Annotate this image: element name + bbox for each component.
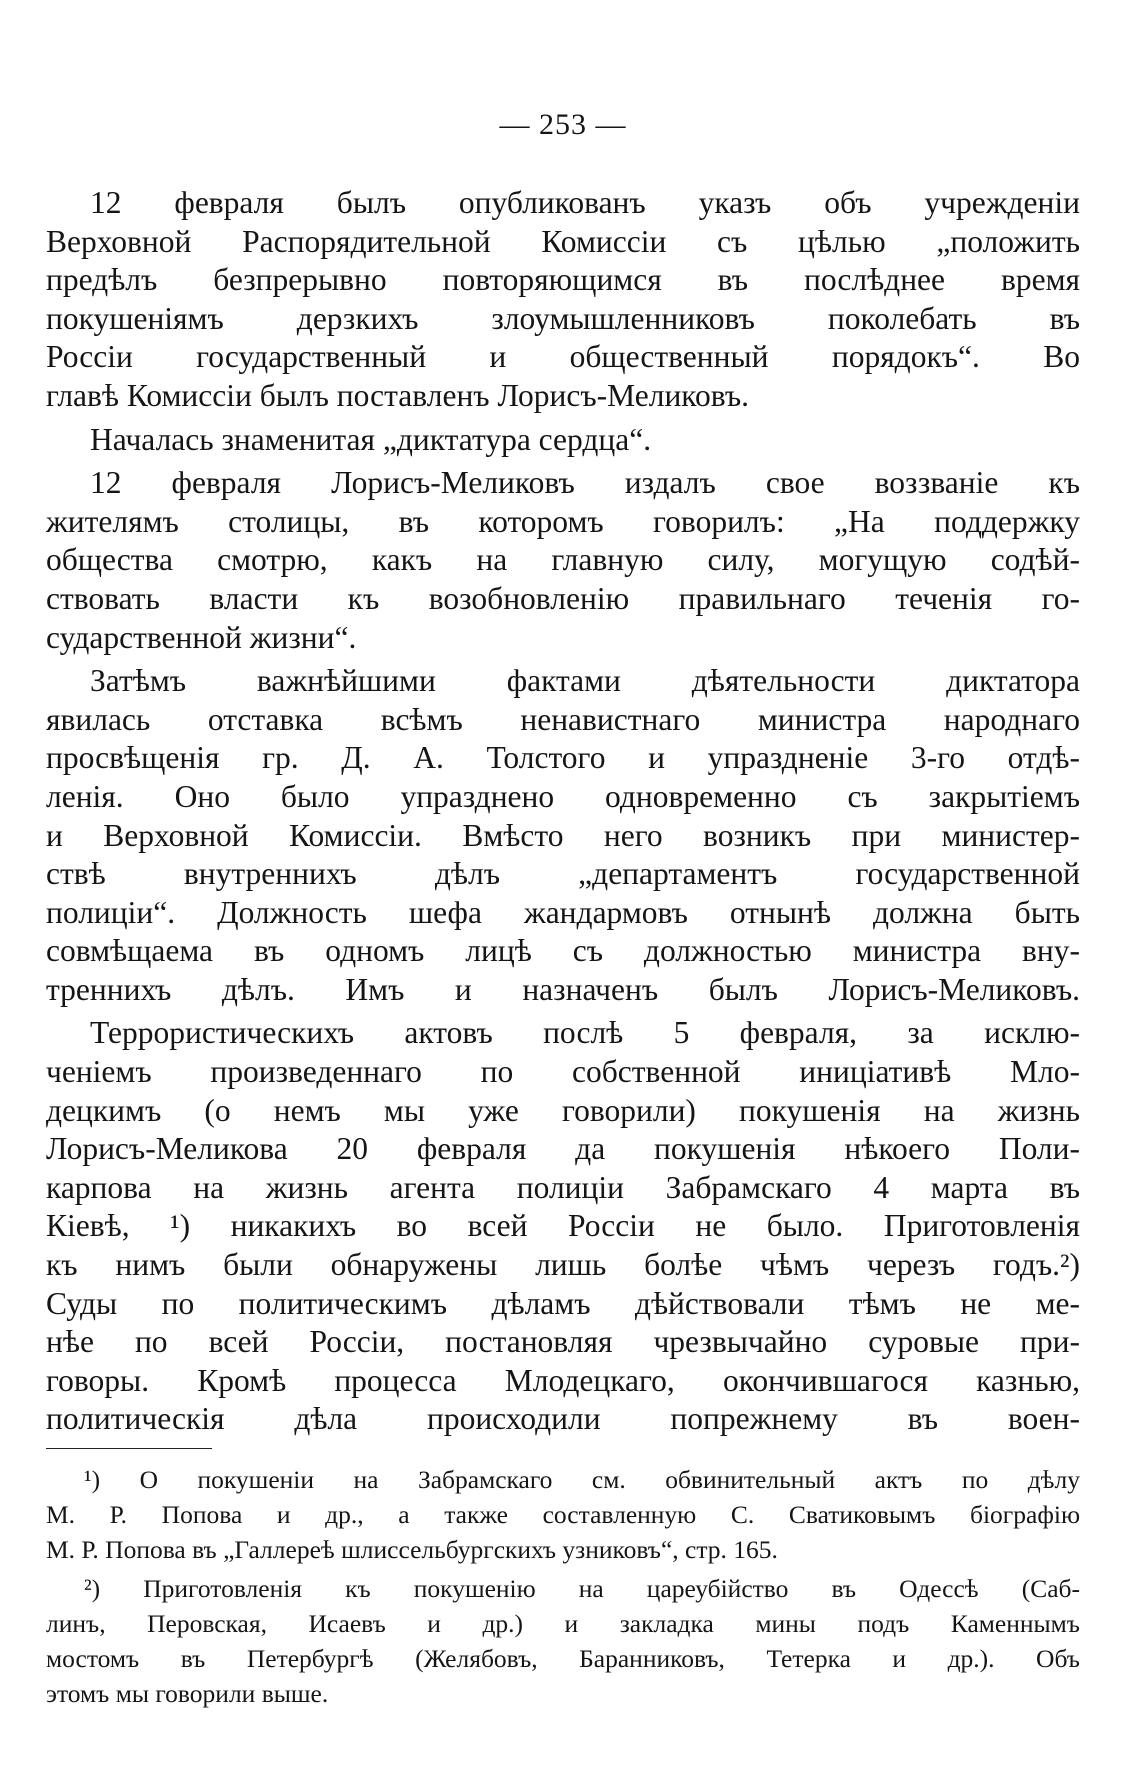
text-line: совмѣщаема въ одномъ лицѣ съ должностью министра вну-: [46, 933, 1080, 969]
text-line: главѣ Комиссіи былъ поставленъ Лорисъ-Меликовъ.: [46, 377, 750, 413]
footnote-line: линъ, Перовская, Исаевъ и др.) и закладка мины подъ Каменнымъ: [46, 1609, 1080, 1638]
footnote-line: М. Р. Попова и др., а также составленную С. Сватиковымъ біографію: [46, 1500, 1080, 1529]
footnote-line: ¹) О покушеніи на Забрамскаго см. обвинительный актъ по дѣлу: [84, 1465, 1080, 1494]
text-line: ствовать власти къ возобновленію правильнаго теченія го-: [46, 580, 1080, 616]
text-line: Затѣмъ важнѣйшими фактами дѣятельности диктатора: [90, 663, 1080, 699]
text-line: 12 февраля Лорисъ-Меликовъ издалъ свое воззваніе къ: [90, 465, 1080, 501]
text-line: покушеніямъ дерзкихъ злоумышленниковъ поколебать въ: [46, 300, 1080, 336]
text-line: явилась отставка всѣмъ ненавистнаго министра народнаго: [46, 701, 1080, 737]
footnote: [46, 1462, 1080, 1567]
text-line: Кіевѣ, ¹) никакихъ во всей Россіи не было. Приготовленія: [46, 1208, 1080, 1244]
paragraph: [46, 421, 1080, 460]
text-line: жителямъ столицы, въ которомъ говорилъ: „На поддержку: [46, 503, 1080, 539]
text-line: Лорисъ-Меликова 20 февраля да покушенія нѣкоего Поли-: [46, 1131, 1080, 1167]
text-line: къ нимъ были обнаружены лишь болѣе чѣмъ черезъ годъ.²): [46, 1247, 1080, 1283]
footnote-line: М. Р. Попова въ „Галлереѣ шлиссельбургскихъ узниковъ“, стр. 165.: [46, 1535, 778, 1564]
paragraph: [46, 464, 1080, 657]
footnote: [46, 1571, 1080, 1711]
footnote-line: этомъ мы говорили выше.: [46, 1679, 329, 1708]
footnote-line: мостомъ въ Петербургѣ (Желябовъ, Баранниковъ, Тетерка и др.). Объ: [46, 1644, 1080, 1673]
text-line: Верховной Распорядительной Комиссіи съ цѣлью „положить: [46, 223, 1080, 259]
text-line: сударственной жизни“.: [46, 619, 357, 655]
text-line: предѣлъ безпрерывно повторяющимся въ послѣднее время: [46, 262, 1080, 298]
text-line: Началась знаменитая „диктатура сердца“.: [90, 421, 652, 457]
text-line: карпова на жизнь агента полиціи Забрамскаго 4 марта въ: [46, 1169, 1080, 1205]
text-line: Суды по политическимъ дѣламъ дѣйствовали тѣмъ не ме-: [46, 1285, 1080, 1321]
page-number: — 253 —: [499, 108, 627, 141]
text-line: Россіи государственный и общественный порядокъ“. Во: [46, 339, 1080, 375]
text-line: и Верховной Комиссіи. Вмѣсто него возникъ при министер-: [46, 817, 1080, 853]
footnotes: [46, 1462, 1080, 1715]
paragraph: [46, 1014, 1080, 1439]
text-line: 12 февраля былъ опубликованъ указъ объ учрежденіи: [90, 185, 1080, 220]
paragraph: [46, 184, 1080, 416]
footnote-divider: [46, 1448, 212, 1449]
text-line: говоры. Кромѣ процесса Млодецкаго, окончившагося казнью,: [46, 1362, 1080, 1398]
text-line: децкимъ (о немъ мы уже говорили) покушенія на жизнь: [46, 1092, 1080, 1128]
text-line: ченіемъ произведеннаго по собственной иниціативѣ Мло-: [46, 1054, 1080, 1090]
text-line: Террористическихъ актовъ послѣ 5 февраля, за исклю-: [90, 1015, 1080, 1051]
text-line: полиціи“. Должность шефа жандармовъ отнынѣ должна быть: [46, 894, 1080, 930]
text-line: просвѣщенія гр. Д. А. Толстого и упраздненіе 3-го отдѣ-: [46, 740, 1080, 776]
text-line: нѣе по всей Россіи, постановляя чрезвычайно суровые при-: [46, 1324, 1080, 1360]
main-text: [46, 184, 1080, 1444]
text-line: общества смотрю, какъ на главную силу, могущую содѣй-: [46, 542, 1080, 578]
book-page: [46, 0, 1080, 1786]
footnote-line: ²) Приготовленія къ покушенію на цареубійство въ Одессѣ (Саб-: [84, 1574, 1080, 1603]
text-line: политическія дѣла происходили попрежнему въ воен-: [46, 1401, 1080, 1437]
text-line: ленія. Оно было упразднено одновременно съ закрытіемъ: [46, 778, 1080, 814]
paragraph: [46, 662, 1080, 1009]
text-line: треннихъ дѣлъ. Имъ и назначенъ былъ Лорисъ-Меликовъ.: [46, 971, 1080, 1007]
text-line: ствѣ внутреннихъ дѣлъ „департаментъ государственной: [46, 856, 1080, 892]
